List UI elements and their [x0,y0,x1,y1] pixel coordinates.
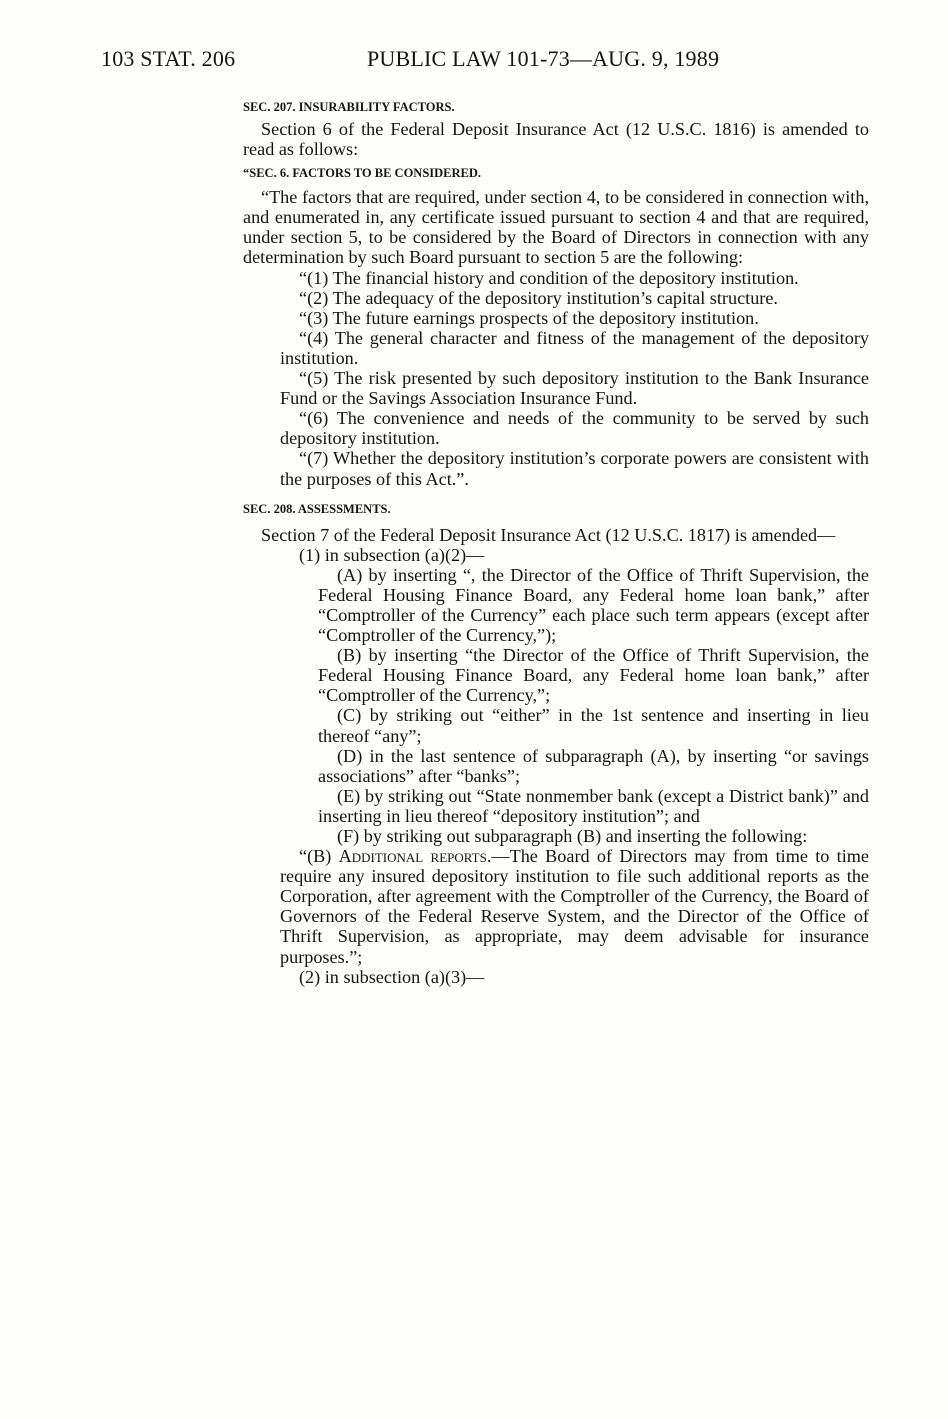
section-208-intro: Section 7 of the Federal Deposit Insurance Act (12 U.S.C. 1817) is amended— [261,524,836,545]
factor-item: “(4) The general character and fitness of the management of the depository institution. [280,327,869,368]
document-body [243,97,869,987]
factor-item: “(6) The convenience and needs of the community to be served by such depository institution. [280,408,869,449]
subparagraph-item: (B) by inserting “the Director of the Office of Thrift Supervision, the Federal Housing Finance Board, any Federal home loan bank,” after “Comptroller of the Currency,”; [318,645,869,706]
additional-reports-paragraph [243,846,869,967]
paragraph-2: (2) in subsection (a)(3)— [299,966,485,987]
subparagraph-item: (A) by inserting “, the Director of the Office of Thrift Supervision, the Federal Housing Finance Board, any Federal home loan bank,” after “Comptroller of the Currency” each place such term appears (except after “Comptroller of the Currency,”); [318,564,869,646]
section-6-lead: “The factors that are required, under section 4, to be considered in connection with, and enumerated in, any certificate issued pursuant to section 4 and that are required, under section 5, to be considered by the Board of Directors in connection with any determination by such Board pursuant to section 5 are the following: [243,187,869,268]
section-208-heading: SEC. 208. ASSESSMENTS. [243,501,391,516]
running-header [101,46,741,76]
additional-reports-text: .—The Board of Directors may from time to time require any insured depository institution to file such additional reports as the Corporation, after agreement with the Comptroller of the Currency, the Board of Governors of the Federal Reserve System, and the Director of the Office of Thrift Supervision, as appropriate, may deem advisable for insurance purposes.”; [280,846,869,967]
factor-item: “(5) The risk presented by such depository institution to the Bank Insurance Fund or the Savings Association Insurance Fund. [280,368,869,409]
paragraph-1: (1) in subsection (a)(2)— [299,544,485,565]
quote-lead: “(B) [299,846,339,867]
subparagraph-item: (F) by striking out subparagraph (B) and inserting the following: [337,826,808,846]
subparagraph-item: (C) by striking out “either” in the 1st sentence and inserting in lieu thereof “any”; [318,705,869,746]
stat-page-number: 103 STAT. 206 [101,46,236,71]
law-title: PUBLIC LAW 101-73—AUG. 9, 1989 [367,46,720,71]
section-207-intro: Section 6 of the Federal Deposit Insurance Act (12 U.S.C. 1816) is amended to read as follows: [243,119,869,160]
subparagraph-item: (E) by striking out “State nonmember bank (except a District bank)” and inserting in lieu thereof “depository institution”; and [318,785,869,826]
section-6-heading: “SEC. 6. FACTORS TO BE CONSIDERED. [243,166,482,181]
subparagraph-item: (D) in the last sentence of subparagraph (A), by inserting “or savings associations” after “banks”; [318,745,869,786]
section-207-heading: SEC. 207. INSURABILITY FACTORS. [243,100,455,114]
factor-item: “(3) The future earnings prospects of the depository institution. [299,307,759,328]
additional-reports-heading: Additional reports [338,846,487,867]
factor-item: “(1) The financial history and condition of the depository institution. [299,267,799,288]
factor-item: “(7) Whether the depository institution’s corporate powers are consistent with the purposes of this Act.”. [280,448,869,489]
factor-item: “(2) The adequacy of the depository institution’s capital structure. [299,287,778,308]
